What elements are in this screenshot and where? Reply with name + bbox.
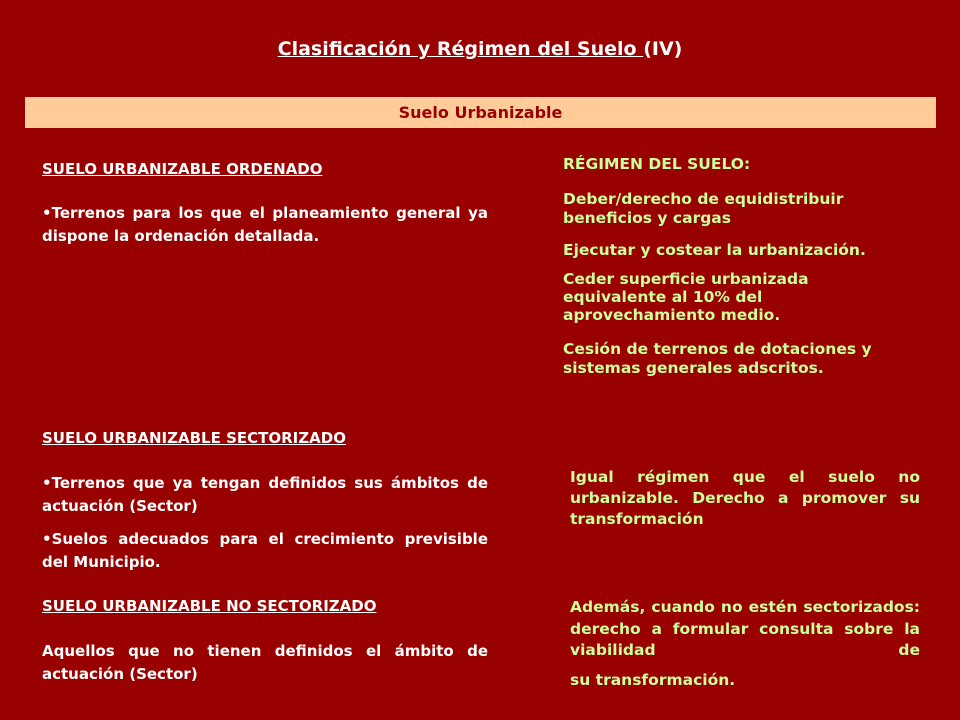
sectorizado-bullet-2: •Suelos adecuados para el crecimiento previsible del Municipio. — [42, 530, 488, 571]
section-band-label: Suelo Urbanizable — [398, 103, 563, 122]
no-sectorizado-regimen-end: su transformación. — [570, 671, 736, 689]
regimen-item-3: Ceder superficie urbanizada equivalente al 10% del aprovechamiento medio. — [563, 270, 809, 324]
sectorizado-heading: SUELO URBANIZABLE SECTORIZADO — [42, 429, 346, 447]
regimen-item-1: Deber/derecho de equidistribuir beneficios y cargas — [563, 190, 844, 227]
ordenado-bullet: •Terrenos para los que el planeamiento general ya dispone la ordenación detallada. — [42, 204, 488, 245]
section-band — [25, 97, 936, 128]
slide-title-suffix: (IV) — [643, 38, 683, 60]
slide-title — [0, 38, 960, 60]
ordenado-heading: SUELO URBANIZABLE ORDENADO — [42, 160, 323, 178]
regimen-item-2: Ejecutar y costear la urbanización. — [563, 241, 866, 259]
sectorizado-regimen: Igual régimen que el suelo no urbanizable. Derecho a promover su transformación — [570, 468, 920, 528]
no-sectorizado-heading: SUELO URBANIZABLE NO SECTORIZADO — [42, 597, 377, 615]
slide-title-main: Clasificación y Régimen del Suelo — [277, 38, 644, 60]
sectorizado-bullet-1: •Terrenos que ya tengan definidos sus ámbitos de actuación (Sector) — [42, 474, 488, 515]
no-sectorizado-text: Aquellos que no tienen definidos el ámbito de actuación (Sector) — [42, 642, 488, 683]
no-sectorizado-regimen: Además, cuando no estén sectorizados: derecho a formular consulta sobre la viabilidad de — [570, 598, 920, 659]
regimen-heading: RÉGIMEN DEL SUELO: — [563, 155, 751, 173]
regimen-item-4: Cesión de terrenos de dotaciones y sistemas generales adscritos. — [563, 340, 872, 377]
